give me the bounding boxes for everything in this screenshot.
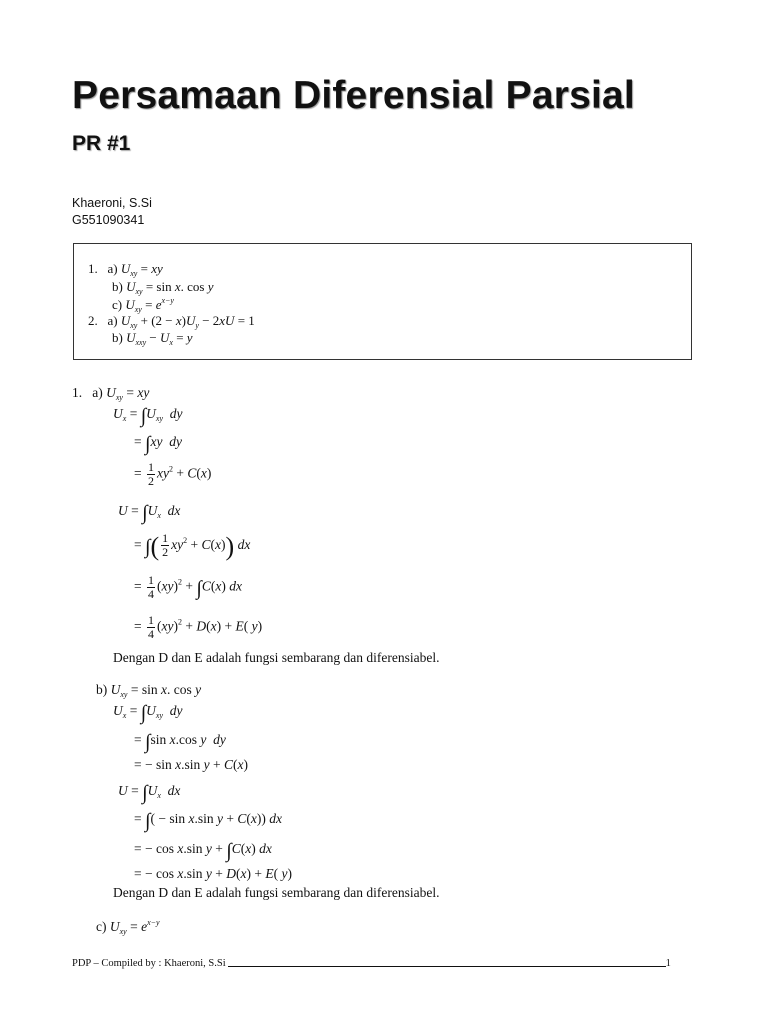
solution-1a-heading: 1. a) $U_{xy}$ = xy [72, 385, 150, 402]
solution-1a-step3: = $\frac{1}{2}$ $xy^2 + C(x)$ [134, 460, 212, 488]
solution-1c-heading: c) $U_{xy} = e^{x-y}$ [96, 918, 160, 936]
solution-1a-step5: = ∫( $\frac{1}{2}$ $xy^2 + C(x)$) dx [134, 531, 251, 561]
author-name: Khaeroni, S.Si [72, 196, 152, 210]
solution-1a-step2: = ∫xy dy [134, 433, 182, 455]
problem-1a: 1. a) $U_{xy}$ = xy [88, 261, 163, 278]
solution-1b-step7: = − cos x.sin y + D(x) + E( y) [134, 866, 292, 881]
problems-box [73, 243, 692, 360]
solution-1a-step1: $U_x = \int U_{xy}$ dy [113, 405, 183, 427]
solution-1b-step4: $U = \int U_x$ dx [118, 782, 181, 804]
page-number: 1 [665, 958, 671, 969]
solution-1b-step6: = − cos x.sin y + ∫C(x) dx [134, 840, 272, 862]
solution-1b-note: Dengan D dan E adalah fungsi sembarang dan diferensiabel. [113, 885, 440, 900]
page-footer [72, 958, 692, 969]
solution-1a-step6: = $\frac{1}{4}$ (xy)$^2$ + ∫C(x) dx [134, 573, 242, 601]
problem-2b: b) $U_{xxy} - U_x = y$ [112, 330, 193, 347]
page-subtitle: PR #1 [72, 132, 131, 155]
solution-1b-step3: = − sin x.sin y + C(x) [134, 757, 249, 772]
problem-1b: b) $U_{xy} = \sin x$. cos y [112, 279, 214, 296]
footer-rule [228, 966, 666, 967]
solution-1a-step4: $U = \int U_x$ dx [118, 502, 181, 524]
problem-2a: 2. a) $U_{xy} + (2 - x)U_y - 2xU = 1$ [88, 313, 255, 330]
solution-1b-step1: $U_x = \int U_{xy}$ dy [113, 702, 183, 724]
solution-1b-step2: = ∫sin x.cos y dy [134, 731, 226, 753]
solution-1a-note: Dengan D dan E adalah fungsi sembarang dan diferensiabel. [113, 650, 440, 665]
problem-1c: c) $U_{xy} = e^{x-y}$ [112, 296, 174, 314]
solution-1a-step7: = $\frac{1}{4}$ (xy)$^2$ + D(x) + E( y) [134, 613, 263, 641]
author-block [72, 195, 152, 229]
page-title: Persamaan Diferensial Parsial [72, 74, 635, 117]
solution-1b-heading: b) $U_{xy} = \sin x$. cos y [96, 682, 202, 699]
footer-text: PDP – Compiled by : Khaeroni, S.Si [72, 958, 226, 969]
solution-1b-step5: = ∫( − sin x.sin y + C(x)) dx [134, 810, 283, 832]
author-id: G551090341 [72, 213, 145, 227]
